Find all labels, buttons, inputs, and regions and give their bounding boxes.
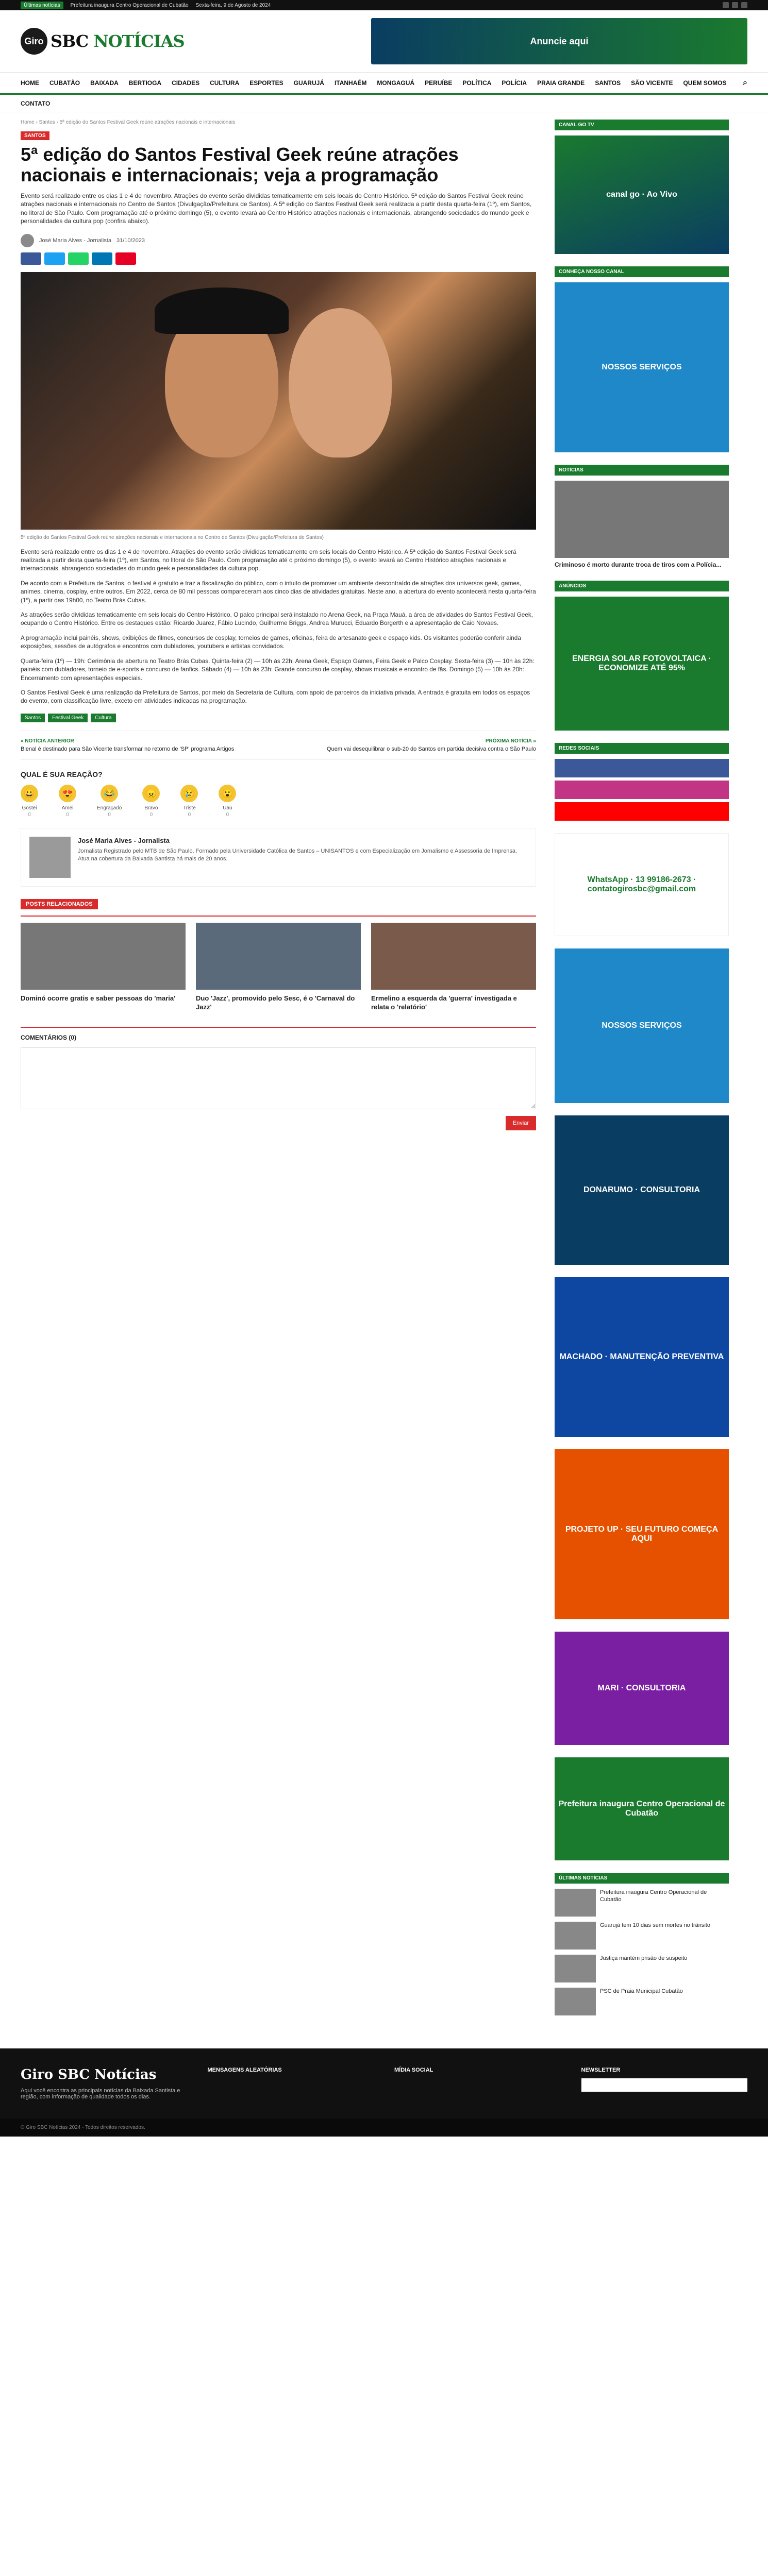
- next-post-link[interactable]: PRÓXIMA NOTÍCIA » Quem vai desequilibrar o sub-20 do Santos em partida decisiva contra o São Paulo: [326, 738, 536, 752]
- nav-item[interactable]: ITANHAÉM: [334, 79, 367, 87]
- services-ad-2[interactable]: NOSSOS SERVIÇOS: [555, 948, 729, 1103]
- search-icon[interactable]: ⌕: [743, 78, 747, 87]
- nav-item[interactable]: CULTURA: [210, 79, 240, 87]
- author-name[interactable]: José Maria Alves - Jornalista: [39, 237, 111, 244]
- newsletter-input[interactable]: [581, 2078, 748, 2092]
- footer-social: MÍDIA SOCIAL: [394, 2067, 433, 2073]
- site-footer: [0, 2048, 768, 2119]
- article-title: 5ª edição do Santos Festival Geek reúne atrações nacionais e internacionais; veja a programação: [21, 144, 459, 185]
- nav-item-contato[interactable]: CONTATO: [21, 99, 51, 107]
- body-paragraph: De acordo com a Prefeitura de Santos, o festival é gratuito e traz a fiscalização do público, com o intuito de promover um ambiente descontraído de atrações dos universos geek, games, animes, cinema, cosplay, entre outros. Em 2022, cerca de 80 mil pessoas compareceram aos cinco dias de atividades gratuitas. Neste ano, a abertura do evento acontecerá nesta quarta-feira (1º), a partir das 19h00, no Teatro Brás Cubas.: [21, 579, 536, 604]
- widget-ad-12: [555, 1757, 729, 1860]
- ticker-text[interactable]: Prefeitura inaugura Centro Operacional de Cubatão: [70, 2, 189, 8]
- category-badge[interactable]: SANTOS: [21, 131, 49, 140]
- widget-nosso-canal: CONHEÇA NOSSO CANAL NOSSOS SERVIÇOS: [555, 266, 729, 452]
- widget-whatsapp: [555, 833, 729, 936]
- footer-logo[interactable]: Giro SBC Notícias: [21, 2067, 157, 2082]
- widget-canal-go: CANAL GO TV canal go · Ao Vivo: [555, 120, 729, 254]
- widget-ads: ANÚNCIOS ENERGIA SOLAR FOTOVOLTAICA · ECONOMIZE ATÉ 95%: [555, 581, 729, 731]
- nav-item[interactable]: GUARUJÁ: [293, 79, 324, 87]
- widget-ad-11: [555, 1632, 729, 1745]
- top-bar: [0, 0, 768, 10]
- nav-item[interactable]: QUEM SOMOS: [683, 79, 727, 87]
- solar-ad[interactable]: ENERGIA SOLAR FOTOVOLTAICA · ECONOMIZE ATÉ 95%: [555, 597, 729, 731]
- reaction-love[interactable]: 😍 Amei 0: [59, 785, 76, 818]
- related-card[interactable]: Ermelino a esquerda da 'guerra' investigada e relata o 'relatório': [371, 923, 536, 1011]
- related-heading: POSTS RELACIONADOS: [21, 899, 98, 909]
- article-main: [21, 120, 536, 2028]
- comments-heading: COMENTÁRIOS (0): [21, 1033, 76, 1041]
- news-thumb[interactable]: [555, 481, 729, 558]
- nav-item[interactable]: POLÍCIA: [502, 79, 527, 87]
- tag[interactable]: Festival Geek: [48, 714, 88, 722]
- footer-random: MENSAGENS ALEATÓRIAS: [207, 2067, 282, 2073]
- share-facebook-button[interactable]: [21, 252, 41, 265]
- widget-recent: ÚLTIMAS NOTÍCIAS Prefeitura inaugura Centro Operacional de Cubatão Guarujá tem 10 dias sem mortes no trânsito Justiça mantém prisão de suspeito PSC de Praia Municipal Cubatão: [555, 1873, 729, 2015]
- reaction-wow[interactable]: 😮 Uau 0: [219, 785, 236, 818]
- related-thumb[interactable]: [371, 923, 536, 990]
- widget-ad-7: [555, 948, 729, 1103]
- social-instagram[interactable]: [555, 781, 729, 799]
- breadcrumb[interactable]: Home › Santos › 5ª edição do Santos Festival Geek reúne atrações nacionais e internacionais: [21, 120, 236, 125]
- sidebar: [555, 120, 729, 2028]
- author-box-bio: Jornalista Registrado pelo MTB de São Paulo. Formado pela Universidade Católica de Santos – UNISANTOS e com Especialização em Jornalismo e Assessoria de Imprensa. Atua na cobertura da Baixada Santista há mais de 20 anos.: [78, 848, 517, 862]
- article-meta: [21, 234, 536, 247]
- widget-news: NOTÍCIAS Criminoso é morto durante troca de tiros com a Polícia...: [555, 465, 729, 568]
- nav-item[interactable]: POLÍTICA: [462, 79, 492, 87]
- footer-about: Giro SBC Notícias Aqui você encontra as principais notícias da Baixada Santista e região, com informação de qualidade todos os dias.: [21, 2067, 187, 2100]
- comment-input[interactable]: [21, 1047, 536, 1109]
- related-thumb[interactable]: [196, 923, 361, 990]
- centro-op-ad[interactable]: Prefeitura inaugura Centro Operacional de Cubatão: [555, 1757, 729, 1860]
- nav-item[interactable]: SÃO VICENTE: [631, 79, 673, 87]
- social-facebook[interactable]: [555, 759, 729, 777]
- nav-item[interactable]: BERTIOGA: [128, 79, 162, 87]
- site-header: [0, 10, 768, 72]
- related-card[interactable]: Dominó ocorre gratis e saber pessoas do 'maria': [21, 923, 186, 1011]
- tag-list: [21, 714, 536, 722]
- publish-date: 31/10/2023: [116, 237, 145, 244]
- footer-newsletter: NEWSLETTER: [581, 2067, 748, 2100]
- hero-image: [21, 272, 536, 530]
- main-nav: [0, 72, 768, 95]
- tag[interactable]: Cultura: [91, 714, 115, 722]
- share-twitter-button[interactable]: [44, 252, 65, 265]
- share-buttons: [21, 252, 536, 265]
- recent-item[interactable]: PSC de Praia Municipal Cubatão: [555, 1988, 729, 2015]
- youtube-icon[interactable]: [741, 2, 747, 8]
- article-body: [21, 548, 536, 705]
- reactions: [21, 785, 536, 818]
- reaction-funny[interactable]: 😂 Engraçado 0: [97, 785, 122, 818]
- nav-item[interactable]: CIDADES: [172, 79, 200, 87]
- nav-item[interactable]: SANTOS: [595, 79, 621, 87]
- content-wrapper: [0, 112, 768, 2028]
- social-youtube[interactable]: [555, 802, 729, 821]
- breaking-badge: Últimas notícias: [21, 2, 63, 9]
- reactions-title: QUAL É SUA REAÇÃO?: [21, 770, 103, 778]
- tag[interactable]: Santos: [21, 714, 45, 722]
- donarumo-ad[interactable]: DONARUMO · CONSULTORIA: [555, 1115, 729, 1265]
- projeto-up-ad[interactable]: PROJETO UP · SEU FUTURO COMEÇA AQUI: [555, 1449, 729, 1619]
- person-right: [289, 308, 392, 457]
- author-box-name[interactable]: José Maria Alves - Jornalista: [78, 836, 170, 844]
- body-paragraph: Quarta-feira (1º) — 19h: Cerimônia de abertura no Teatro Brás Cubas. Quinta-feira (2) — 10h às 22h: Arena Geek, Espaço Games, Feira Geek e Palco Cosplay. Sexta-feira (3) — 10h às 22h: painéis com dubladores, torneio de e-sports e concurso de fanfics. Sábado (4) — 10h às 23h: Grande concurso de cosplay, shows musicais e encontro de fãs. Domingo (5) — 10h às 20h: Encerramento com apresentações especiais.: [21, 657, 535, 682]
- date-text: Sexta-feira, 9 de Agosto de 2024: [195, 2, 271, 8]
- related-thumb[interactable]: [21, 923, 186, 990]
- widget-ad-10: [555, 1449, 729, 1619]
- nav-item[interactable]: ESPORTES: [249, 79, 283, 87]
- hat: [155, 287, 289, 334]
- nav-item[interactable]: CUBATÃO: [49, 79, 80, 87]
- author-avatar[interactable]: [21, 234, 34, 247]
- share-pinterest-button[interactable]: [115, 252, 136, 265]
- logo-mark: Giro: [21, 28, 47, 55]
- nav-item[interactable]: MONGAGUÁ: [377, 79, 415, 87]
- nav-item[interactable]: HOME: [21, 79, 39, 87]
- logo-text: SBC NOTÍCIAS: [51, 31, 185, 51]
- submit-comment-button[interactable]: Enviar: [506, 1116, 536, 1130]
- mari-ad[interactable]: MARI · CONSULTORIA: [555, 1632, 729, 1745]
- recent-item[interactable]: Guarujá tem 10 dias sem mortes no trânsito: [555, 1922, 729, 1950]
- machado-ad[interactable]: MACHADO · MANUTENÇÃO PREVENTIVA: [555, 1277, 729, 1437]
- services-ad[interactable]: NOSSOS SERVIÇOS: [555, 282, 729, 452]
- site-logo[interactable]: [21, 28, 185, 55]
- prev-next-nav: [21, 731, 536, 760]
- body-paragraph: As atrações serão divididas tematicamente em seis locais do Centro Histórico. O palco principal será instalado no Arena Geek, na Praça Mauá, a área de atividades do Santos Festival Geek, ocupando o Centro Histórico. Entre os destaques estão: Ricardo Juarez, Fábio Lucindo, Guilherme Briggs, Andrea Murucci, Eduardo Borgerth e a apresentação de Caio Novaes.: [21, 611, 533, 627]
- recent-item[interactable]: Prefeitura inaugura Centro Operacional de Cubatão: [555, 1889, 729, 1917]
- body-paragraph: O Santos Festival Geek é uma realização da Prefeitura de Santos, por meio da Secretaria de Cultura, com apoio de parceiros da iniciativa privada. A entrada é gratuita em todos os espaços do evento, com classificação livre, exceto em atividades indicadas na programação.: [21, 688, 530, 705]
- footer-copyright: © Giro SBC Notícias 2024 - Todos direitos reservados.: [0, 2119, 768, 2137]
- news-headline[interactable]: Criminoso é morto durante troca de tiros com a Polícia...: [555, 561, 722, 568]
- nav-item[interactable]: PERUÍBE: [425, 79, 453, 87]
- prev-post-link[interactable]: « NOTÍCIA ANTERIOR Bienal é destinado para São Vicente transformar no retorno de 'SP' programa Artigos: [21, 738, 235, 752]
- share-linkedin-button[interactable]: [92, 252, 112, 265]
- widget-ad-9: [555, 1277, 729, 1437]
- nav-item[interactable]: PRAIA GRANDE: [537, 79, 585, 87]
- hero-caption: 5ª edição do Santos Festival Geek reúne atrações nacionais e internacionais no Centro de Santos (Divulgação/Prefeitura de Santos): [21, 534, 324, 540]
- header-banner-ad[interactable]: Anuncie aqui: [371, 18, 747, 64]
- facebook-icon[interactable]: [723, 2, 729, 8]
- recent-item[interactable]: Justiça mantém prisão de suspeito: [555, 1955, 729, 1982]
- related-posts: [21, 923, 536, 1011]
- reaction-sad[interactable]: 😢 Triste 0: [180, 785, 198, 818]
- related-card[interactable]: Duo 'Jazz', promovido pelo Sesc, é o 'Carnaval do Jazz': [196, 923, 361, 1011]
- widget-ad-8: [555, 1115, 729, 1265]
- author-box: [21, 828, 536, 887]
- nav-item[interactable]: BAIXADA: [90, 79, 119, 87]
- share-whatsapp-button[interactable]: [68, 252, 89, 265]
- whatsapp-ad[interactable]: WhatsApp · 13 99186-2673 · contatogirosbc@gmail.com: [555, 833, 729, 936]
- top-social-icons: [723, 2, 747, 8]
- canal-go-ad[interactable]: canal go · Ao Vivo: [555, 135, 729, 254]
- reaction-angry[interactable]: 😠 Bravo 0: [142, 785, 160, 818]
- secondary-nav: [0, 95, 768, 112]
- author-photo[interactable]: [29, 837, 71, 878]
- comment-box: [21, 1027, 536, 1130]
- body-paragraph: Evento será realizado entre os dias 1 e 4 de novembro. Atrações do evento serão divididas tematicamente em seis locais do Centro Histórico. A 5ª edição do Santos Festival Geek será realizada a partir desta quarta-feira (1º), em Santos, no litoral de São Paulo. Com programação até o próximo domingo (5), o evento levará ao Centro Histórico atrações nacionais e internacionais, abrangendo sociedades do mundo geek e personalidades da cultura pop.: [21, 548, 516, 572]
- instagram-icon[interactable]: [732, 2, 738, 8]
- reaction-like[interactable]: 😀 Gostei 0: [21, 785, 38, 818]
- article-lead: Evento será realizado entre os dias 1 e 4 de novembro. Atrações do evento serão divididas tematicamente em seis locais do Centro Histórico. 5ª edição do Santos Festival Geek reúne atrações nacionais e internacionais no Centro de Santos (Divulgação/Prefeitura de Santos). A 5ª edição do Santos Festival Geek será realizada a partir desta quarta-feira (1º), em Santos, no litoral de São Paulo. Com programação até o próximo domingo (5), o evento levará ao Centro Histórico atrações nacionais e internacionais, abrangendo sociedades do mundo geek e personalidades da cultura pop (confira abaixo).: [21, 192, 532, 225]
- related-section: [21, 899, 536, 917]
- body-paragraph: A programação inclui painéis, shows, exibições de filmes, concursos de cosplay, torneios de games, oficinas, feira de artesanato geek e espaço kids. Os visitantes poderão conferir ainda exposições, sessões de autógrafos e encontros com dubladores, youtubers e artistas convidados.: [21, 634, 521, 650]
- widget-social: REDES SOCIAIS: [555, 743, 729, 821]
